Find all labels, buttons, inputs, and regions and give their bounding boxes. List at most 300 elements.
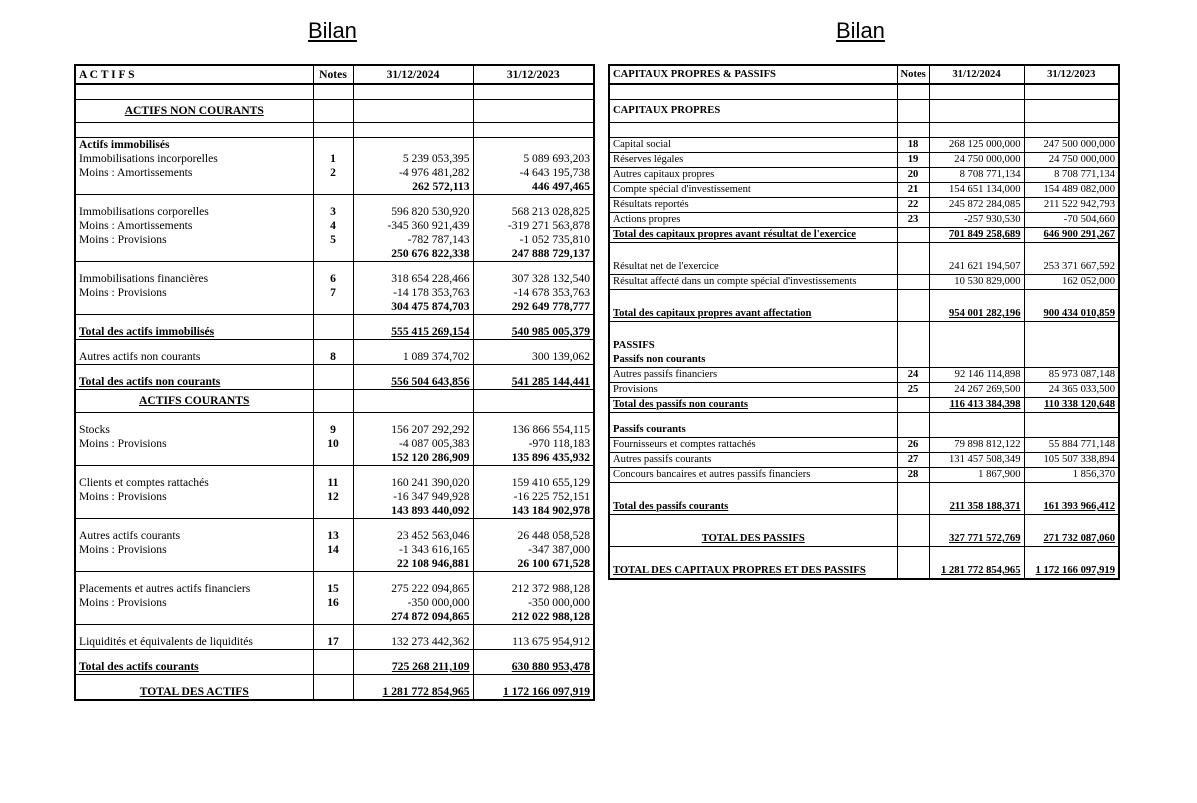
spacer-row — [609, 413, 1119, 424]
row-notes: 28 — [897, 468, 929, 483]
value-2023: 253 371 667,592 — [1024, 260, 1119, 275]
spacer-row — [75, 413, 594, 424]
empty-cell — [353, 365, 473, 376]
row-label — [75, 610, 313, 625]
table-row — [609, 368, 1119, 383]
row-notes: 16 — [313, 596, 353, 610]
value-2023: 24 750 000,000 — [1024, 153, 1119, 168]
value-2024 — [353, 138, 473, 153]
empty-cell — [313, 572, 353, 583]
value-2024: 1 867,900 — [929, 468, 1024, 483]
empty-cell — [313, 625, 353, 636]
table-row — [75, 451, 594, 466]
value-2023: 161 393 966,412 — [1024, 500, 1119, 515]
table-row — [609, 138, 1119, 153]
value-2024: 701 849 258,689 — [929, 228, 1024, 243]
row-notes — [313, 557, 353, 572]
table-row — [75, 350, 594, 365]
row-label — [75, 180, 313, 195]
value-2023: 247 500 000,000 — [1024, 138, 1119, 153]
row-notes — [313, 504, 353, 519]
row-notes: 3 — [313, 205, 353, 219]
spacer-row — [609, 483, 1119, 501]
row-label: Immobilisations incorporelles — [75, 152, 313, 166]
table-row — [609, 339, 1119, 353]
row-label: Total des actifs courants — [75, 660, 313, 675]
value-2023: 85 973 087,148 — [1024, 368, 1119, 383]
value-2024: 22 108 946,881 — [353, 557, 473, 572]
empty-cell — [75, 650, 313, 661]
empty-cell — [75, 365, 313, 376]
row-notes — [897, 228, 929, 243]
value-2023 — [1024, 353, 1119, 368]
empty-cell — [929, 413, 1024, 424]
empty-cell — [473, 466, 594, 477]
spacer-row — [75, 365, 594, 376]
table-row — [75, 557, 594, 572]
empty-cell — [609, 243, 897, 261]
value-2024: -782 787,143 — [353, 233, 473, 247]
empty-cell — [929, 290, 1024, 308]
empty-cell — [313, 519, 353, 530]
row-notes: 23 — [897, 213, 929, 228]
row-label: Résultat affecté dans un compte spécial d'investissements — [609, 275, 897, 290]
empty-cell — [609, 123, 897, 138]
spacer-row — [75, 84, 594, 100]
value-2023: 211 522 942,793 — [1024, 198, 1119, 213]
passifs-body — [609, 84, 1119, 579]
empty-cell — [75, 123, 313, 138]
row-notes — [313, 100, 353, 123]
value-2024: 152 120 286,909 — [353, 451, 473, 466]
table-row — [75, 529, 594, 543]
empty-cell — [353, 262, 473, 273]
row-label — [75, 557, 313, 572]
row-notes — [313, 685, 353, 700]
row-label: Total des actifs non courants — [75, 375, 313, 390]
row-notes — [313, 325, 353, 340]
row-notes: 26 — [897, 438, 929, 453]
spacer-row — [609, 243, 1119, 261]
empty-cell — [75, 572, 313, 583]
empty-cell — [897, 547, 929, 565]
value-2024: -4 976 481,282 — [353, 166, 473, 180]
value-2023: -16 225 752,151 — [473, 490, 594, 504]
table-row — [609, 468, 1119, 483]
value-2023: 271 732 087,060 — [1024, 532, 1119, 547]
spacer-row — [75, 315, 594, 326]
left-page-title: Bilan — [308, 18, 357, 43]
empty-cell — [313, 340, 353, 351]
empty-cell — [313, 84, 353, 100]
row-notes — [313, 451, 353, 466]
value-2023: 154 489 082,000 — [1024, 183, 1119, 198]
empty-cell — [609, 515, 897, 533]
spacer-row — [609, 123, 1119, 138]
value-2024: 92 146 114,898 — [929, 368, 1024, 383]
table-row — [75, 490, 594, 504]
value-2023: 212 022 988,128 — [473, 610, 594, 625]
value-2024 — [353, 390, 473, 413]
row-notes — [313, 300, 353, 315]
row-label: Passifs non courants — [609, 353, 897, 368]
empty-cell — [609, 84, 897, 100]
row-label: Total des capitaux propres avant résultat de l'exercice — [609, 228, 897, 243]
value-2023: -350 000,000 — [473, 596, 594, 610]
spacer-row — [609, 547, 1119, 565]
table-row — [75, 152, 594, 166]
row-label: PASSIFS — [609, 339, 897, 353]
value-2023: 247 888 729,137 — [473, 247, 594, 262]
row-label: ACTIFS NON COURANTS — [75, 100, 313, 123]
empty-cell — [353, 572, 473, 583]
row-label — [75, 504, 313, 519]
row-label: Immobilisations financières — [75, 272, 313, 286]
row-label: Autres actifs courants — [75, 529, 313, 543]
row-label: Fournisseurs et comptes rattachés — [609, 438, 897, 453]
value-2024: 596 820 530,920 — [353, 205, 473, 219]
value-2024: 132 273 442,362 — [353, 635, 473, 650]
row-label: Moins : Provisions — [75, 437, 313, 451]
empty-cell — [313, 675, 353, 686]
empty-cell — [1024, 483, 1119, 501]
empty-cell — [353, 84, 473, 100]
empty-cell — [929, 84, 1024, 100]
empty-cell — [75, 625, 313, 636]
right-page-title: Bilan — [836, 18, 885, 43]
value-2023: 110 338 120,648 — [1024, 398, 1119, 413]
table-row — [609, 532, 1119, 547]
row-label: Liquidités et équivalents de liquidités — [75, 635, 313, 650]
value-2023: 212 372 988,128 — [473, 582, 594, 596]
row-notes — [897, 564, 929, 579]
row-label — [75, 300, 313, 315]
value-2024: -350 000,000 — [353, 596, 473, 610]
empty-cell — [75, 519, 313, 530]
value-2024 — [929, 339, 1024, 353]
value-2023: 24 365 033,500 — [1024, 383, 1119, 398]
value-2024: 143 893 440,092 — [353, 504, 473, 519]
value-2024: -16 347 949,928 — [353, 490, 473, 504]
empty-cell — [75, 84, 313, 100]
passifs-header-2024: 31/12/2024 — [929, 65, 1024, 84]
empty-cell — [313, 195, 353, 206]
value-2024: 327 771 572,769 — [929, 532, 1024, 547]
empty-cell — [609, 322, 897, 340]
table-row — [75, 543, 594, 557]
row-notes: 13 — [313, 529, 353, 543]
row-notes: 15 — [313, 582, 353, 596]
value-2023: 446 497,465 — [473, 180, 594, 195]
spacer-row — [609, 84, 1119, 100]
table-row — [609, 500, 1119, 515]
value-2024: 241 621 194,507 — [929, 260, 1024, 275]
actifs-header-notes: Notes — [313, 65, 353, 84]
row-label: TOTAL DES ACTIFS — [75, 685, 313, 700]
table-row — [609, 423, 1119, 438]
value-2023: 105 507 338,894 — [1024, 453, 1119, 468]
row-notes — [313, 375, 353, 390]
row-label — [75, 451, 313, 466]
row-label: TOTAL DES CAPITAUX PROPRES ET DES PASSIFS — [609, 564, 897, 579]
row-notes: 14 — [313, 543, 353, 557]
empty-cell — [473, 413, 594, 424]
empty-cell — [929, 547, 1024, 565]
empty-cell — [353, 650, 473, 661]
value-2023: -14 678 353,763 — [473, 286, 594, 300]
table-row — [75, 100, 594, 123]
table-row — [609, 398, 1119, 413]
value-2024: 556 504 643,856 — [353, 375, 473, 390]
table-row — [75, 375, 594, 390]
table-row — [609, 228, 1119, 243]
empty-cell — [353, 315, 473, 326]
row-notes — [897, 423, 929, 438]
row-notes — [313, 610, 353, 625]
value-2023: 26 100 671,528 — [473, 557, 594, 572]
empty-cell — [897, 123, 929, 138]
value-2023: 540 985 005,379 — [473, 325, 594, 340]
empty-cell — [313, 466, 353, 477]
value-2024: 262 572,113 — [353, 180, 473, 195]
empty-cell — [609, 547, 897, 565]
value-2024: 10 530 829,000 — [929, 275, 1024, 290]
row-label: Autres passifs financiers — [609, 368, 897, 383]
table-row — [75, 219, 594, 233]
row-label: Stocks — [75, 423, 313, 437]
table-row — [75, 476, 594, 490]
row-notes: 19 — [897, 153, 929, 168]
row-notes — [897, 307, 929, 322]
value-2023: 136 866 554,115 — [473, 423, 594, 437]
value-2024: 156 207 292,292 — [353, 423, 473, 437]
row-label: Total des capitaux propres avant affectation — [609, 307, 897, 322]
empty-cell — [75, 466, 313, 477]
row-label: Résultats reportés — [609, 198, 897, 213]
row-notes: 11 — [313, 476, 353, 490]
empty-cell — [75, 675, 313, 686]
row-notes — [897, 532, 929, 547]
row-notes: 4 — [313, 219, 353, 233]
table-row — [75, 166, 594, 180]
table-row — [609, 438, 1119, 453]
value-2023: 143 184 902,978 — [473, 504, 594, 519]
empty-cell — [473, 315, 594, 326]
empty-cell — [1024, 413, 1119, 424]
row-label: Autres actifs non courants — [75, 350, 313, 365]
empty-cell — [313, 123, 353, 138]
row-label: Autres capitaux propres — [609, 168, 897, 183]
value-2024: 24 267 269,500 — [929, 383, 1024, 398]
row-label: CAPITAUX PROPRES — [609, 100, 897, 123]
table-row — [75, 247, 594, 262]
actifs-header-label: A C T I F S — [75, 65, 313, 84]
empty-cell — [897, 483, 929, 501]
row-notes — [897, 398, 929, 413]
value-2024: -257 930,530 — [929, 213, 1024, 228]
row-label — [75, 247, 313, 262]
value-2023: 292 649 778,777 — [473, 300, 594, 315]
table-row — [609, 198, 1119, 213]
row-notes: 8 — [313, 350, 353, 365]
value-2023 — [473, 138, 594, 153]
value-2023: 300 139,062 — [473, 350, 594, 365]
row-label: Résultat net de l'exercice — [609, 260, 897, 275]
value-2023: -970 118,183 — [473, 437, 594, 451]
row-notes: 7 — [313, 286, 353, 300]
row-notes — [897, 275, 929, 290]
table-row — [75, 504, 594, 519]
row-notes: 18 — [897, 138, 929, 153]
value-2023: -4 643 195,738 — [473, 166, 594, 180]
value-2023: 5 089 693,203 — [473, 152, 594, 166]
row-label: Placements et autres actifs financiers — [75, 582, 313, 596]
table-row — [609, 168, 1119, 183]
row-notes: 1 — [313, 152, 353, 166]
row-label: Clients et comptes rattachés — [75, 476, 313, 490]
empty-cell — [609, 483, 897, 501]
row-label: Compte spécial d'investissement — [609, 183, 897, 198]
row-label: ACTIFS COURANTS — [75, 390, 313, 413]
value-2024: -1 343 616,165 — [353, 543, 473, 557]
value-2024: 79 898 812,122 — [929, 438, 1024, 453]
empty-cell — [473, 262, 594, 273]
value-2023: -319 271 563,878 — [473, 219, 594, 233]
value-2023: 162 052,000 — [1024, 275, 1119, 290]
row-label: Provisions — [609, 383, 897, 398]
value-2024: 116 413 384,398 — [929, 398, 1024, 413]
table-row — [75, 138, 594, 153]
value-2024: 24 750 000,000 — [929, 153, 1024, 168]
row-label: Moins : Provisions — [75, 233, 313, 247]
value-2024 — [929, 100, 1024, 123]
row-notes: 5 — [313, 233, 353, 247]
empty-cell — [1024, 84, 1119, 100]
empty-cell — [353, 519, 473, 530]
empty-cell — [75, 413, 313, 424]
table-row — [75, 300, 594, 315]
value-2024: 8 708 771,134 — [929, 168, 1024, 183]
empty-cell — [75, 315, 313, 326]
empty-cell — [609, 290, 897, 308]
empty-cell — [473, 625, 594, 636]
empty-cell — [353, 413, 473, 424]
value-2023: 1 172 166 097,919 — [1024, 564, 1119, 579]
row-label: Total des passifs courants — [609, 500, 897, 515]
value-2024: 318 654 228,466 — [353, 272, 473, 286]
row-label: Total des actifs immobilisés — [75, 325, 313, 340]
spacer-row — [75, 625, 594, 636]
row-notes — [897, 339, 929, 353]
empty-cell — [353, 466, 473, 477]
empty-cell — [929, 515, 1024, 533]
empty-cell — [313, 365, 353, 376]
row-label: Moins : Provisions — [75, 596, 313, 610]
passifs-header-row — [609, 65, 1119, 84]
value-2024: 1 089 374,702 — [353, 350, 473, 365]
empty-cell — [473, 519, 594, 530]
row-label: Actifs immobilisés — [75, 138, 313, 153]
value-2024: 250 676 822,338 — [353, 247, 473, 262]
value-2023 — [1024, 339, 1119, 353]
spacer-row — [75, 572, 594, 583]
row-notes: 9 — [313, 423, 353, 437]
table-row — [75, 180, 594, 195]
row-notes — [897, 260, 929, 275]
value-2023: 159 410 655,129 — [473, 476, 594, 490]
empty-cell — [313, 315, 353, 326]
row-label: TOTAL DES PASSIFS — [609, 532, 897, 547]
row-notes: 24 — [897, 368, 929, 383]
value-2024: 245 872 284,085 — [929, 198, 1024, 213]
value-2024: 1 281 772 854,965 — [929, 564, 1024, 579]
empty-cell — [929, 123, 1024, 138]
empty-cell — [473, 195, 594, 206]
actifs-table — [74, 64, 595, 701]
row-label: Réserves légales — [609, 153, 897, 168]
row-label: Concours bancaires et autres passifs financiers — [609, 468, 897, 483]
table-row — [75, 685, 594, 700]
table-row — [609, 213, 1119, 228]
empty-cell — [75, 262, 313, 273]
row-notes: 22 — [897, 198, 929, 213]
row-notes — [313, 138, 353, 153]
row-notes — [313, 390, 353, 413]
row-notes — [897, 500, 929, 515]
spacer-row — [75, 519, 594, 530]
value-2023: -70 504,660 — [1024, 213, 1119, 228]
empty-cell — [1024, 290, 1119, 308]
value-2024: 268 125 000,000 — [929, 138, 1024, 153]
passifs-header-label: CAPITAUX PROPRES & PASSIFS — [609, 65, 897, 84]
value-2024: 154 651 134,000 — [929, 183, 1024, 198]
actifs-header-2023: 31/12/2023 — [473, 65, 594, 84]
passifs-header-2023: 31/12/2023 — [1024, 65, 1119, 84]
value-2023 — [473, 100, 594, 123]
empty-cell — [929, 243, 1024, 261]
row-label: Actions propres — [609, 213, 897, 228]
value-2023 — [1024, 100, 1119, 123]
empty-cell — [1024, 123, 1119, 138]
row-label: Passifs courants — [609, 423, 897, 438]
table-row — [75, 635, 594, 650]
empty-cell — [929, 483, 1024, 501]
table-row — [75, 205, 594, 219]
value-2023: 630 880 953,478 — [473, 660, 594, 675]
value-2024: 160 241 390,020 — [353, 476, 473, 490]
spacer-row — [75, 123, 594, 138]
row-notes: 10 — [313, 437, 353, 451]
passifs-table — [608, 64, 1120, 580]
value-2024: 5 239 053,395 — [353, 152, 473, 166]
value-2023: 900 434 010,859 — [1024, 307, 1119, 322]
row-label: Capital social — [609, 138, 897, 153]
row-notes: 27 — [897, 453, 929, 468]
value-2023: 568 213 028,825 — [473, 205, 594, 219]
value-2024 — [353, 100, 473, 123]
row-notes — [313, 247, 353, 262]
empty-cell — [897, 322, 929, 340]
table-row — [75, 286, 594, 300]
empty-cell — [313, 650, 353, 661]
table-row — [609, 275, 1119, 290]
value-2024: -4 087 005,383 — [353, 437, 473, 451]
value-2023 — [473, 390, 594, 413]
table-row — [609, 153, 1119, 168]
empty-cell — [1024, 547, 1119, 565]
value-2023: 8 708 771,134 — [1024, 168, 1119, 183]
actifs-body — [75, 84, 594, 700]
